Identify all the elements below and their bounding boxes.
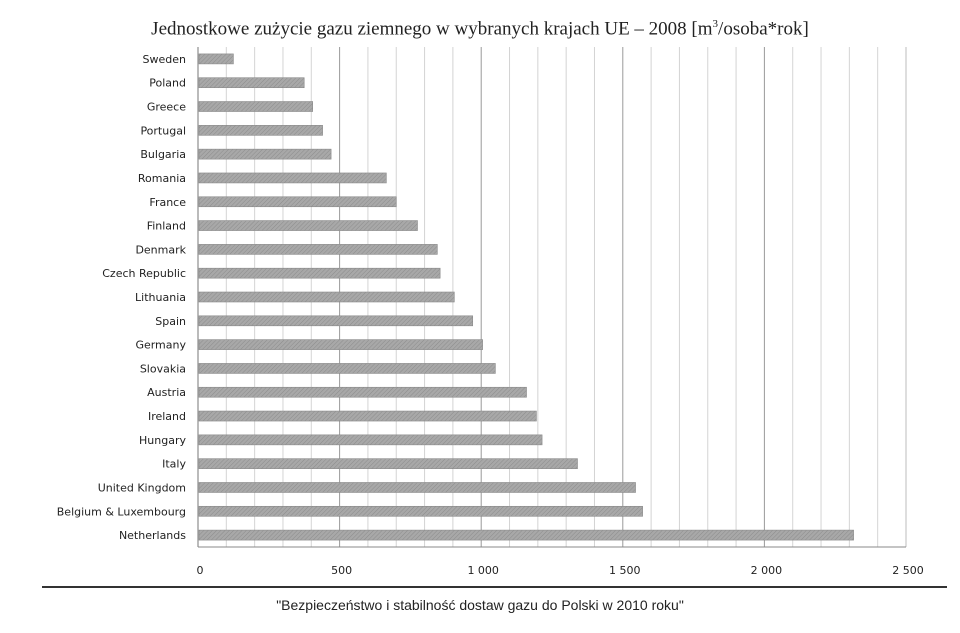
x-tick-label: 1 500 bbox=[609, 564, 641, 577]
bar-romania bbox=[199, 173, 386, 183]
chart-title-superscript: 3 bbox=[712, 18, 719, 30]
x-tick-label: 1 000 bbox=[467, 564, 499, 577]
category-label: Denmark bbox=[135, 243, 186, 257]
category-label: Netherlands bbox=[118, 529, 186, 543]
category-label: Czech Republic bbox=[102, 267, 186, 281]
x-tick-label: 0 bbox=[196, 564, 204, 577]
bar-germany bbox=[199, 340, 483, 350]
category-label: France bbox=[149, 195, 186, 209]
category-label: Austria bbox=[147, 386, 186, 400]
category-label: Italy bbox=[162, 457, 186, 471]
category-label: United Kingdom bbox=[97, 481, 186, 495]
bar-netherlands bbox=[199, 530, 854, 540]
bar-belgium-luxembourg bbox=[199, 506, 643, 516]
bar-austria bbox=[199, 387, 527, 397]
chart-title-text: Jednostkowe zużycie gazu ziemnego w wybranych krajach UE – 2008 [m bbox=[151, 18, 713, 40]
bar-finland bbox=[199, 221, 417, 231]
bar-ireland bbox=[199, 411, 536, 421]
bar-greece bbox=[199, 102, 313, 112]
bar-spain bbox=[199, 316, 473, 326]
source-note: "Bezpieczeństwo i stabilność dostaw gazu do Polski w 2010 roku" bbox=[276, 597, 684, 613]
chart-title-unit-suffix: /osoba*rok] bbox=[718, 18, 809, 40]
bar-czech-republic bbox=[199, 268, 440, 278]
category-label: Spain bbox=[155, 314, 186, 328]
bar-denmark bbox=[199, 244, 437, 254]
bar-hungary bbox=[199, 435, 542, 445]
category-label: Bulgaria bbox=[140, 148, 186, 162]
source-divider bbox=[42, 586, 947, 588]
category-label: Slovakia bbox=[139, 362, 186, 376]
category-label: Greece bbox=[146, 100, 186, 114]
bar-lithuania bbox=[199, 292, 454, 302]
bar-united-kingdom bbox=[199, 482, 636, 492]
bar-portugal bbox=[199, 125, 323, 135]
bar-bulgaria bbox=[199, 149, 331, 159]
category-label: Ireland bbox=[147, 410, 186, 424]
category-label: Romania bbox=[137, 171, 186, 185]
category-label: Portugal bbox=[140, 124, 186, 138]
bar-france bbox=[199, 197, 396, 207]
category-label: Finland bbox=[146, 219, 186, 233]
x-tick-label: 2 500 bbox=[892, 564, 924, 577]
x-tick-label: 2 000 bbox=[750, 564, 783, 577]
category-label: Belgium & Luxembourg bbox=[56, 505, 186, 519]
bar-sweden bbox=[199, 54, 233, 64]
x-tick-label: 500 bbox=[331, 564, 353, 577]
bar-slovakia bbox=[199, 363, 495, 373]
category-label: Poland bbox=[149, 76, 186, 90]
bar-italy bbox=[199, 459, 577, 469]
bar-poland bbox=[199, 78, 304, 88]
category-label: Lithuania bbox=[135, 291, 186, 304]
category-label: Germany bbox=[135, 338, 186, 352]
category-label: Hungary bbox=[139, 433, 186, 447]
category-label: Sweden bbox=[142, 52, 186, 66]
